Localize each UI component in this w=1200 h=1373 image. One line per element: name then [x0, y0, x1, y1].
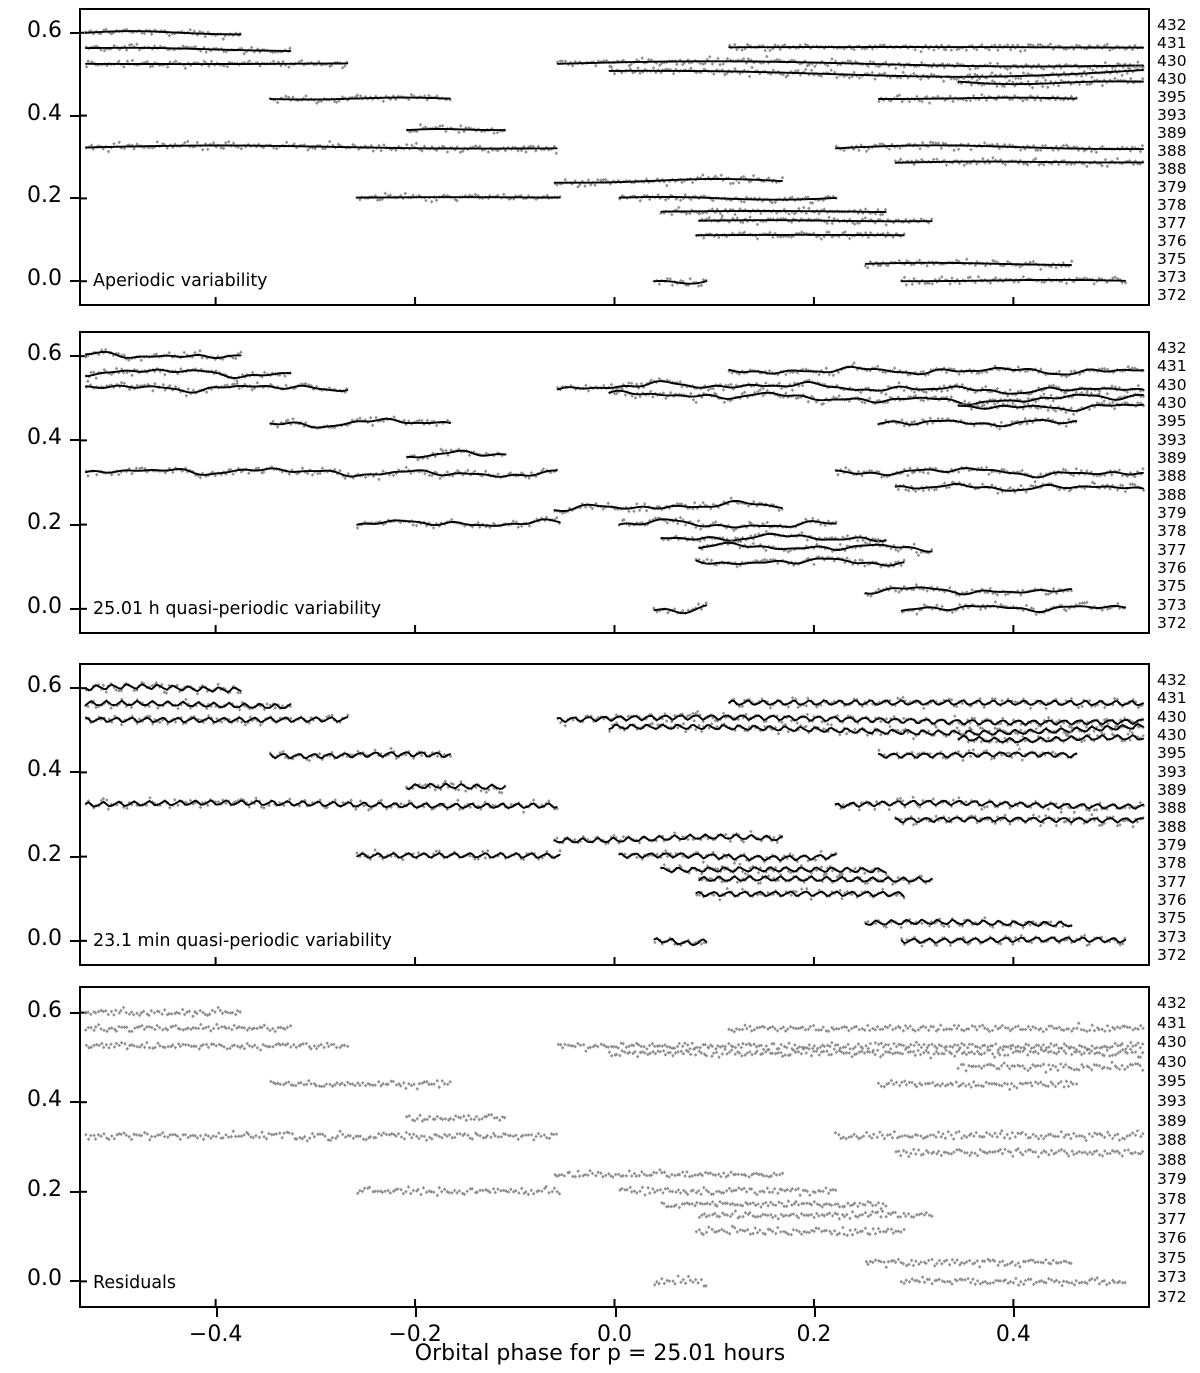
- row-label-388-p2: 388: [1157, 485, 1187, 504]
- data-series-393: [877, 93, 1078, 105]
- panel-caption-aperiodic: Aperiodic variability: [93, 271, 268, 291]
- row-label-377-p4: 377: [1157, 1209, 1187, 1228]
- row-label-378-p3: 378: [1157, 854, 1187, 873]
- data-series-395: [956, 1060, 1144, 1074]
- row-label-372-p3: 372: [1157, 946, 1187, 964]
- panel-caption-quasi-23min: 23.1 min quasi-periodic variability: [93, 931, 392, 951]
- data-series-430: [85, 1041, 350, 1052]
- data-series-393: [268, 93, 452, 105]
- row-label-389-p3: 389: [1157, 781, 1187, 799]
- y-tick-mark: [70, 197, 79, 199]
- data-series-388: [835, 140, 1144, 154]
- row-label-388-p1: 388: [1157, 160, 1187, 178]
- y-tick-label: 0.4: [27, 757, 62, 783]
- row-label-376-p1: 376: [1157, 232, 1187, 250]
- y-tick-mark: [70, 608, 79, 610]
- plot-panel-quasi-23min: [79, 663, 1150, 966]
- data-series-378: [617, 516, 837, 532]
- data-series-378: [355, 192, 562, 204]
- row-label-388-p2: 388: [1157, 467, 1187, 486]
- data-series-431: [84, 698, 292, 712]
- data-series-431: [727, 361, 1144, 379]
- data-series-431: [728, 42, 1144, 53]
- row-label-431-p3: 431: [1157, 689, 1187, 708]
- data-series-430b: [608, 1046, 1145, 1060]
- data-series-373: [864, 583, 1074, 598]
- data-series-378: [356, 1185, 561, 1198]
- data-series-393: [877, 747, 1078, 762]
- data-series-372: [652, 601, 708, 615]
- data-series-431: [84, 1023, 292, 1034]
- row-label-379-p1: 379: [1157, 178, 1187, 196]
- data-series-388: [834, 795, 1145, 814]
- row-label-393-p1: 393: [1157, 106, 1187, 124]
- x-tick-mark: [814, 1308, 816, 1317]
- data-series-379: [553, 1168, 784, 1179]
- data-series-393: [877, 416, 1078, 430]
- row-label-372-p2: 372: [1157, 614, 1187, 632]
- x-tick-mark: [1013, 1308, 1015, 1317]
- data-series-389: [405, 1113, 506, 1123]
- data-series-431: [727, 1021, 1145, 1033]
- data-series-372: [900, 933, 1127, 948]
- row-label-430-p4: 430: [1157, 1052, 1187, 1071]
- data-series-430: [85, 379, 349, 397]
- y-tick-mark: [70, 280, 79, 282]
- data-series-388b: [894, 1147, 1144, 1159]
- row-label-388-p3: 388: [1157, 799, 1187, 818]
- data-series-430: [85, 713, 350, 727]
- data-series-372: [900, 1275, 1127, 1287]
- row-label-379-p3: 379: [1157, 836, 1187, 854]
- row-label-430-p4: 430: [1157, 1033, 1187, 1052]
- row-label-431-p1: 431: [1157, 34, 1187, 52]
- data-series-388: [834, 1129, 1145, 1142]
- y-tick-mark: [70, 1101, 79, 1103]
- row-label-373-p1: 373: [1157, 268, 1187, 286]
- y-tick-label: 0.2: [27, 183, 62, 209]
- plot-panel-quasi-25h: [79, 331, 1150, 634]
- y-tick-mark: [70, 115, 79, 117]
- y-tick-label: 0.6: [27, 997, 62, 1023]
- row-label-375-p2: 375: [1157, 577, 1187, 596]
- data-series-388: [85, 140, 558, 156]
- row-label-375-p1: 375: [1157, 250, 1187, 268]
- data-series-373: [864, 257, 1074, 271]
- data-series-377: [659, 206, 887, 218]
- data-series-395: [957, 401, 1145, 416]
- data-series-393: [269, 747, 453, 763]
- data-series-432: [84, 28, 242, 42]
- y-tick-mark: [70, 940, 79, 942]
- data-series-372: [652, 277, 708, 288]
- row-label-395-p2: 395: [1157, 412, 1187, 431]
- data-series-431: [85, 42, 292, 55]
- data-series-372: [653, 936, 708, 947]
- row-label-432-p2: 432: [1157, 339, 1187, 357]
- row-label-375-p3: 375: [1157, 909, 1187, 928]
- row-label-389-p2: 389: [1157, 449, 1187, 467]
- y-tick-label: 0.0: [27, 925, 62, 951]
- y-tick-mark: [70, 1012, 79, 1014]
- row-label-430-p2: 430: [1157, 394, 1187, 412]
- row-label-430-p1: 430: [1157, 70, 1187, 88]
- data-series-379: [553, 830, 784, 846]
- y-tick-mark: [70, 524, 79, 526]
- data-series-389: [405, 779, 507, 794]
- x-tick-label: 0.4: [995, 1322, 1031, 1347]
- data-series-389: [406, 447, 507, 461]
- panel-caption-residuals: Residuals: [93, 1273, 177, 1293]
- data-series-388: [834, 466, 1144, 484]
- row-label-376-p4: 376: [1157, 1229, 1187, 1248]
- data-series-372: [901, 600, 1127, 616]
- data-series-378: [618, 1186, 837, 1198]
- row-label-388-p1: 388: [1157, 142, 1187, 160]
- y-tick-label: 0.6: [27, 673, 62, 699]
- row-label-393-p4: 393: [1157, 1092, 1187, 1110]
- x-axis-label: Orbital phase for p = 25.01 hours: [414, 1341, 786, 1366]
- data-series-372: [900, 275, 1127, 287]
- row-label-388-p4: 388: [1157, 1131, 1187, 1150]
- row-label-389-p4: 389: [1157, 1111, 1187, 1130]
- row-label-375-p4: 375: [1157, 1248, 1187, 1267]
- data-series-393: [269, 415, 452, 430]
- row-label-432-p1: 432: [1157, 16, 1187, 34]
- y-tick-mark: [70, 1280, 79, 1282]
- panel-caption-quasi-25h: 25.01 h quasi-periodic variability: [93, 599, 382, 619]
- y-tick-mark: [70, 32, 79, 34]
- row-label-373-p4: 373: [1157, 1268, 1187, 1287]
- row-label-432-p3: 432: [1157, 671, 1187, 689]
- y-tick-label: 0.6: [27, 17, 62, 43]
- row-label-372-p4: 372: [1157, 1288, 1187, 1306]
- data-series-375: [695, 887, 906, 902]
- data-series-376: [698, 1209, 934, 1220]
- data-series-388: [84, 796, 559, 814]
- data-series-393: [269, 1079, 452, 1091]
- row-label-376-p2: 376: [1157, 559, 1187, 577]
- data-series-432: [85, 681, 243, 696]
- y-tick-mark: [70, 687, 79, 689]
- row-label-377-p3: 377: [1157, 872, 1187, 891]
- row-label-395-p1: 395: [1157, 88, 1187, 106]
- data-series-376: [698, 215, 934, 226]
- data-series-377: [660, 530, 887, 547]
- y-tick-mark: [70, 1191, 79, 1193]
- data-series-377: [659, 862, 888, 876]
- y-tick-label: 0.0: [27, 593, 62, 619]
- row-label-395-p3: 395: [1157, 744, 1187, 763]
- data-series-373: [864, 916, 1074, 930]
- data-series-393: [877, 1079, 1079, 1092]
- data-series-375: [695, 1224, 906, 1237]
- data-series-388: [85, 465, 559, 481]
- y-tick-mark: [70, 856, 79, 858]
- data-series-388b: [894, 810, 1145, 828]
- data-series-432: [84, 1006, 242, 1019]
- data-series-388b: [894, 156, 1145, 168]
- y-tick-mark: [70, 355, 79, 357]
- y-tick-label: 0.2: [27, 1176, 62, 1202]
- y-tick-label: 0.2: [27, 509, 62, 535]
- plot-panel-residuals: [79, 986, 1150, 1308]
- row-label-379-p2: 379: [1157, 504, 1187, 522]
- row-label-377-p1: 377: [1157, 214, 1187, 232]
- row-label-430-p1: 430: [1157, 52, 1187, 70]
- data-series-388b: [894, 480, 1145, 495]
- x-tick-mark: [216, 1308, 218, 1317]
- row-label-378-p4: 378: [1157, 1190, 1187, 1208]
- row-label-430-p3: 430: [1157, 726, 1187, 744]
- data-series-373: [865, 1258, 1073, 1270]
- row-label-372-p1: 372: [1157, 286, 1187, 304]
- x-tick-label: −0.4: [188, 1322, 243, 1347]
- row-label-388-p4: 388: [1157, 1150, 1187, 1169]
- y-tick-label: 0.4: [27, 1087, 62, 1113]
- row-label-388-p3: 388: [1157, 817, 1187, 836]
- y-tick-label: 0.0: [27, 266, 62, 292]
- data-series-379: [553, 173, 784, 189]
- row-label-432-p4: 432: [1157, 994, 1187, 1012]
- data-series-376: [698, 872, 934, 886]
- row-label-430-p3: 430: [1157, 707, 1187, 726]
- data-series-379: [553, 496, 784, 515]
- data-series-431: [728, 696, 1144, 711]
- row-label-393-p3: 393: [1157, 762, 1187, 781]
- row-label-378-p1: 378: [1157, 196, 1187, 214]
- row-label-373-p3: 373: [1157, 927, 1187, 946]
- data-series-432: [84, 348, 242, 362]
- x-tick-mark: [615, 1308, 617, 1317]
- row-label-377-p2: 377: [1157, 540, 1187, 559]
- data-series-372: [653, 1274, 708, 1288]
- row-label-378-p2: 378: [1157, 522, 1187, 541]
- data-series-375: [695, 230, 906, 241]
- x-tick-label: 0.2: [796, 1322, 832, 1347]
- data-series-375: [694, 555, 905, 569]
- y-tick-label: 0.6: [27, 341, 62, 367]
- y-tick-mark: [70, 771, 79, 773]
- row-label-431-p2: 431: [1157, 357, 1187, 376]
- x-tick-mark: [415, 1308, 417, 1317]
- y-tick-label: 0.4: [27, 100, 62, 126]
- plot-panel-aperiodic: [79, 8, 1150, 306]
- row-label-395-p4: 395: [1157, 1072, 1187, 1091]
- data-series-378: [355, 848, 561, 862]
- y-tick-label: 0.4: [27, 425, 62, 451]
- row-label-373-p2: 373: [1157, 595, 1187, 614]
- data-series-431: [85, 367, 292, 383]
- row-label-430-p2: 430: [1157, 375, 1187, 394]
- y-tick-mark: [70, 439, 79, 441]
- row-label-393-p2: 393: [1157, 430, 1187, 449]
- row-label-379-p4: 379: [1157, 1170, 1187, 1189]
- data-series-389: [406, 123, 507, 135]
- x-tick-label: 0.0: [597, 1322, 632, 1347]
- data-series-388: [84, 1129, 558, 1143]
- y-tick-label: 0.2: [27, 841, 62, 867]
- row-label-431-p4: 431: [1157, 1013, 1187, 1032]
- x-tick-label: −0.2: [388, 1322, 442, 1347]
- row-label-376-p3: 376: [1157, 891, 1187, 909]
- y-tick-label: 0.0: [27, 1266, 62, 1292]
- data-series-378: [356, 516, 561, 530]
- data-series-378: [618, 849, 838, 865]
- data-series-377: [660, 1199, 888, 1210]
- row-label-389-p1: 389: [1157, 124, 1187, 142]
- data-series-430: [85, 59, 349, 71]
- data-series-378: [618, 193, 838, 205]
